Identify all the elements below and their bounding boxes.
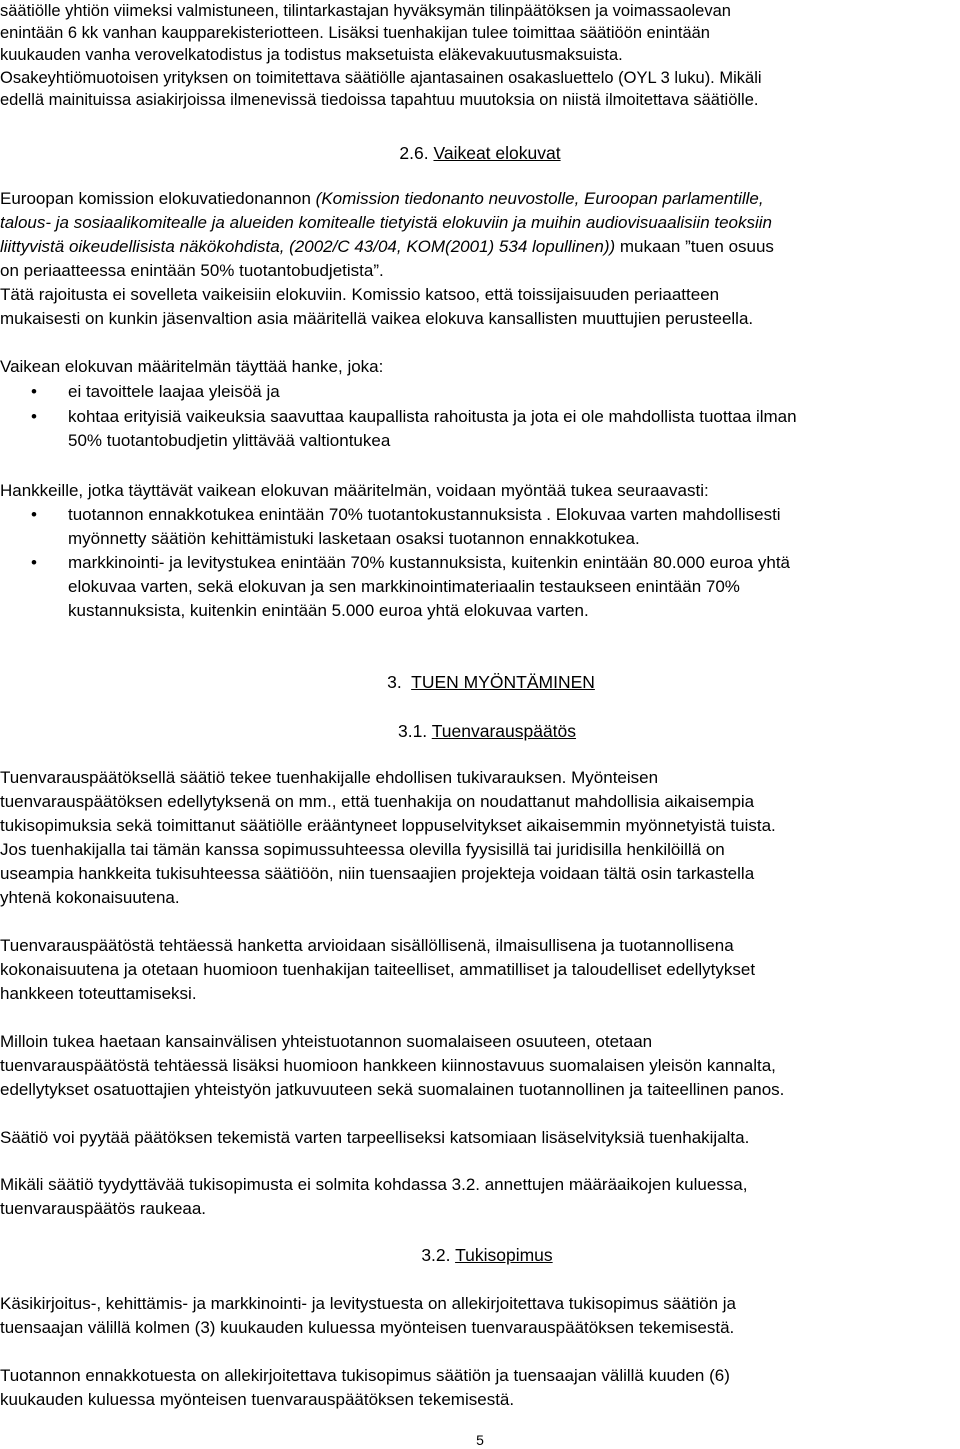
section-title: Tukisopimus	[455, 1245, 553, 1265]
text-line: kuukauden vanha verovelkatodistus ja todistus maksetuista eläkevakuutusmaksuista.	[0, 46, 623, 64]
list-item-continuation: 50% tuotantobudjetin ylittävää valtiontukea	[68, 431, 391, 450]
text-line: Osakeyhtiömuotoisen yrityksen on toimitettava säätiölle ajantasainen osakasluettelo (OYL 3 luku). Mikäli	[0, 69, 762, 87]
section-heading-2-6	[0, 142, 960, 165]
text-run: mukaan ”tuen osuus	[615, 237, 774, 256]
text-line: Tuenvarauspäätöstä tehtäessä hanketta arvioidaan sisällöllisenä, ilmaisullisena ja tuotannollisena	[0, 936, 734, 955]
text-line: on periaatteessa enintään 50% tuotantobudjetista”.	[0, 261, 384, 280]
text-line: enintään 6 kk vanhan kaupparekisteriotteen. Lisäksi tuenhakijan tulee toimittaa säätiöön enintään	[0, 24, 710, 42]
text-line: Tuenvarauspäätöksellä säätiö tekee tuenhakijalle ehdollisen tukivarauksen. Myönteisen	[0, 768, 659, 787]
text-line: edellytykset osatuottajien yhteistyön jatkuvuuteen sekä suomalainen tuotannollinen ja taiteellinen panos.	[0, 1080, 785, 1099]
section-title: Vaikeat elokuvat	[433, 143, 561, 163]
text-line: mukaisesti on kunkin jäsenvaltion asia määritellä vaikea elokuva kansallisten muuttujien perusteella.	[0, 309, 754, 328]
italic-run: talous- ja sosiaalikomitealle ja alueiden komitealle tietyistä elokuviin ja muihin audiovisuaalisiin teoksiin	[0, 213, 773, 232]
text-line: Tuotannon ennakkotuesta on allekirjoitettava tukisopimus säätiön ja tuensaajan välillä kuuden (6)	[0, 1366, 730, 1385]
paragraph-31-d: Säätiö voi pyytää päätöksen tekemistä varten tarpeelliseksi katsomiaan lisäselvityksiä tuenhakijalta.	[0, 1128, 750, 1147]
section-title: Tuenvarauspäätös	[431, 721, 577, 741]
page-number: 5	[476, 1432, 484, 1448]
section-number: 3.	[387, 672, 402, 692]
text-line	[0, 235, 774, 258]
text-line: kokonaisuutena ja otetaan huomioon tuenhakijan taiteelliset, ammatilliset ja taloudelliset edellytykset	[0, 960, 756, 979]
bullet-icon: •	[31, 553, 37, 572]
text-line: Tätä rajoitusta ei sovelleta vaikeisiin elokuviin. Komissio katsoo, että toissijaisuuden periaatteen	[0, 285, 720, 304]
section-number: 2.6.	[399, 143, 429, 163]
text-line: edellä mainituissa asiakirjoissa ilmenevissä tiedoissa tapahtuu muutoksia on niistä ilmoitettava säätiölle.	[0, 91, 759, 109]
list-item: ei tavoittele laajaa yleisöä ja	[68, 382, 280, 401]
text-line: Käsikirjoitus-, kehittämis- ja markkinointi- ja levitystuesta on allekirjoitettava tukisopimus säätiön ja	[0, 1294, 737, 1313]
section-number: 3.1.	[397, 721, 428, 741]
bullet-icon: •	[31, 382, 37, 401]
text-line: Jos tuenhakijalla tai tämän kanssa sopimussuhteessa olevilla fyysisillä tai juridisilla henkilöillä on	[0, 840, 725, 859]
text-line: yhtenä kokonaisuutena.	[0, 888, 180, 907]
text-line: Milloin tukea haetaan kansainvälisen yhteistuotannon suomalaiseen osuuteen, otetaan	[0, 1032, 653, 1051]
definition-intro: Vaikean elokuvan määritelmän täyttää hanke, joka:	[0, 357, 384, 376]
list-item-continuation: myönnetty säätiön kehittämistuki lasketaan osaksi tuotannon ennakkotukea.	[68, 529, 640, 548]
text-line: tukisopimuksia sekä toimittanut säätiölle erääntyneet loppuselvitykset aikaisemmin myönnetyistä tuista.	[0, 816, 776, 835]
text-line: säätiölle yhtiön viimeksi valmistuneen, tilintarkastajan hyväksymän tilinpäätöksen ja voimassaolevan	[0, 2, 731, 20]
text-line: tuenvarauspäätös raukeaa.	[0, 1199, 207, 1218]
text-line: tuenvarauspäätöstä tehtäessä lisäksi huomioon hankkeen kiinnostavuus suomalaisen yleisön kannalta,	[0, 1056, 776, 1075]
section-number: 3.2.	[421, 1245, 451, 1265]
text-run: Euroopan komission elokuvatiedonannon	[0, 189, 316, 208]
text-line: Mikäli säätiö tyydyttävää tukisopimusta ei solmita kohdassa 3.2. annettujen määräaikojen kuluessa,	[0, 1175, 748, 1194]
bullet-icon: •	[31, 505, 37, 524]
list-item-continuation: kustannuksista, kuitenkin enintään 5.000 euroa yhtä elokuvaa varten.	[68, 601, 589, 620]
text-line	[0, 211, 772, 234]
italic-run: (Komission tiedonanto neuvostolle, Euroopan parlamentille,	[315, 189, 764, 208]
text-line: kuukauden kuluessa myönteisen tuenvarauspäätöksen tekemisestä.	[0, 1390, 515, 1409]
list-item: markkinointi- ja levitystukea enintään 70% kustannuksista, kuitenkin enintään 80.000 euroa yhtä	[68, 553, 790, 572]
section-heading-3-1	[0, 720, 960, 743]
section-title: TUEN MYÖNTÄMINEN	[411, 672, 595, 692]
bullet-icon: •	[31, 407, 37, 426]
text-line: hankkeen toteuttamiseksi.	[0, 984, 197, 1003]
text-line: useampia hankkeita tukisuhteessa säätiöön, niin tuensaajien projekteja voidaan tältä osin tarkastella	[0, 864, 755, 883]
section-heading-3-2	[0, 1244, 960, 1267]
text-line: tuensaajan välillä kolmen (3) kuukauden kuluessa myönteisen tuenvarauspäätöksen tekemisestä.	[0, 1318, 735, 1337]
list-item: tuotannon ennakkotukea enintään 70% tuotantokustannuksista . Elokuvaa varten mahdollisesti	[68, 505, 781, 524]
support-intro: Hankkeille, jotka täyttävät vaikean elokuvan määritelmän, voidaan myöntää tukea seuraavasti:	[0, 481, 709, 500]
section-heading-3	[0, 671, 960, 694]
list-item: kohtaa erityisiä vaikeuksia saavuttaa kaupallista rahoitusta ja jota ei ole mahdollista tuottaa ilman	[68, 407, 797, 426]
text-line	[0, 187, 764, 210]
text-line: tuenvarauspäätöksen edellytyksenä on mm., että tuenhakija on noudattanut mahdollisia aikaisempia	[0, 792, 755, 811]
italic-run: liittyvistä oikeudellisista näkökohdista, (2002/C 43/04, KOM(2001) 534 lopullinen))	[0, 237, 616, 256]
list-item-continuation: elokuvaa varten, sekä elokuvan ja sen markkinointimateriaalin testaukseen enintään 70%	[68, 577, 740, 596]
